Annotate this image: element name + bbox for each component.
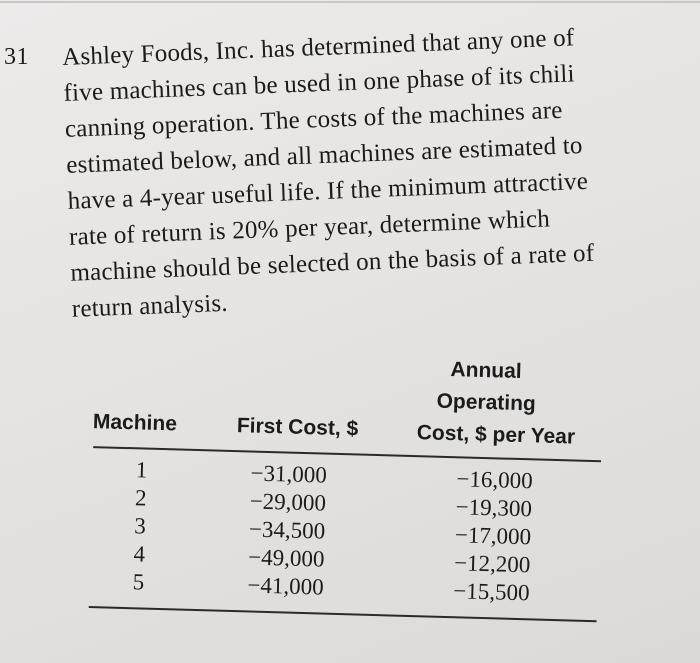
problem-line: canning operation. The costs of the machines are	[64, 96, 563, 143]
header-annual: Annual	[450, 358, 523, 384]
annual-cost-value: −12,200	[453, 550, 531, 578]
problem-line: have a 4-year useful life. If the minimum attractive	[67, 167, 589, 215]
header-rule	[93, 446, 601, 462]
annual-cost-value: −15,500	[453, 578, 530, 606]
problem-line: estimated below, and all machines are estimated to	[65, 132, 584, 179]
bottom-rule	[89, 606, 597, 622]
machine-number: 5	[132, 569, 145, 595]
problem-line: return analysis.	[71, 289, 229, 323]
first-cost-value: −29,000	[249, 488, 327, 516]
header-operating: Operating	[436, 389, 537, 416]
header-machine: Machine	[92, 410, 178, 436]
machine-number: 1	[135, 457, 148, 483]
machine-number: 4	[133, 541, 146, 567]
first-cost-value: −41,000	[247, 572, 325, 600]
problem-line: rate of return is 20% per year, determine which	[68, 205, 551, 251]
problem-line: machine should be selected on the basis of a rate of	[69, 239, 595, 287]
problem-line: Ashley Foods, Inc. has determined that any one of	[61, 24, 575, 71]
first-cost-value: −49,000	[247, 544, 325, 572]
machine-number: 3	[133, 513, 147, 539]
annual-cost-value: −19,300	[455, 494, 533, 522]
annual-cost-value: −16,000	[456, 466, 534, 494]
first-cost-value: −31,000	[250, 460, 328, 488]
annual-cost-value: −17,000	[454, 522, 532, 550]
machine-number: 2	[134, 485, 147, 511]
header-annual-cost: Cost, $ per Year	[416, 421, 576, 449]
problem-number: 31	[4, 44, 29, 70]
first-cost-value: −34,500	[248, 516, 326, 544]
header-first-cost: First Cost, $	[236, 414, 359, 441]
problem-line: five machines can be used in one phase of its chili	[63, 60, 576, 107]
